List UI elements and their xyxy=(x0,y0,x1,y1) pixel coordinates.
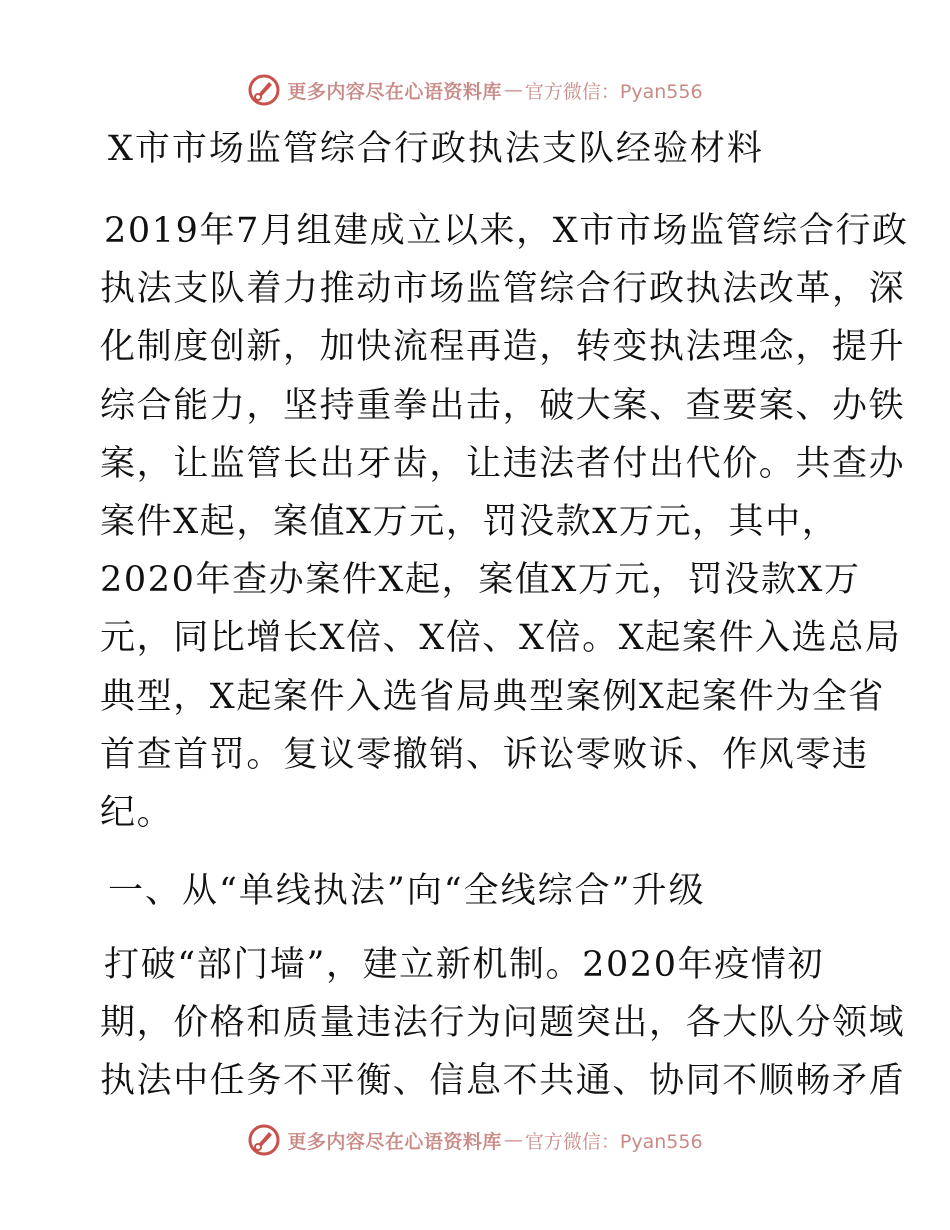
text-line: 2020年查办案件X起，案值X万元，罚没款X万 xyxy=(100,560,861,601)
footer-watermark xyxy=(0,1118,950,1162)
text-line: 执法中任务不平衡、信息不共通、协同不顺畅矛盾 xyxy=(100,1061,906,1102)
text-line: 元，同比增长X倍、X倍、X倍。X起案件入选总局 xyxy=(100,618,902,659)
text-line: 期，价格和质量违法行为问题突出，各大队分领域 xyxy=(100,1003,906,1044)
document-body xyxy=(100,124,909,1131)
text-line: 执法支队着力推动市场监管综合行政执法改革，深 xyxy=(100,269,906,310)
text-line: 化制度创新，加快流程再造，转变执法理念，提升 xyxy=(100,327,906,368)
header-watermark xyxy=(0,68,950,112)
watermark-logo-icon xyxy=(247,73,281,107)
text-line: 案，让监管长出牙齿，让违法者付出代价。共查办 xyxy=(100,443,906,484)
text-line: 2019年7月组建成立以来，X市市场监管综合行政 xyxy=(104,211,909,251)
text-line: 综合能力，坚持重拳出击，破大案、查要案、办铁 xyxy=(100,385,906,426)
watermark-dash: — xyxy=(503,79,523,101)
watermark-text: 更多内容尽在心语资料库 xyxy=(287,1130,502,1153)
section-heading: 一、从“单线执法”向“全线综合”升级 xyxy=(108,871,706,912)
watermark-logo-icon xyxy=(247,1123,281,1157)
text-line: 案件X起，案值X万元，罚没款X万元，其中， xyxy=(100,501,839,542)
watermark-text: 更多内容尽在心语资料库 xyxy=(287,80,502,103)
text-line: 典型，X起案件入选省局典型案例X起案件为全省 xyxy=(100,676,886,717)
document-title: X市市场监管综合行政执法支队经验材料 xyxy=(108,129,764,169)
watermark-official: 官方微信：Pyan556 xyxy=(524,1130,703,1153)
paragraph-1 xyxy=(100,202,909,842)
text-line: 纪。 xyxy=(100,792,174,833)
paragraph-2 xyxy=(100,936,906,1111)
text-line: 首查首罚。复议零撤销、诉讼零败诉、作风零违 xyxy=(100,734,869,775)
watermark-official: 官方微信：Pyan556 xyxy=(524,80,703,103)
watermark-dash: — xyxy=(503,1129,523,1151)
text-line: 打破“部门墙”，建立新机制。2020年疫情初 xyxy=(104,945,825,986)
